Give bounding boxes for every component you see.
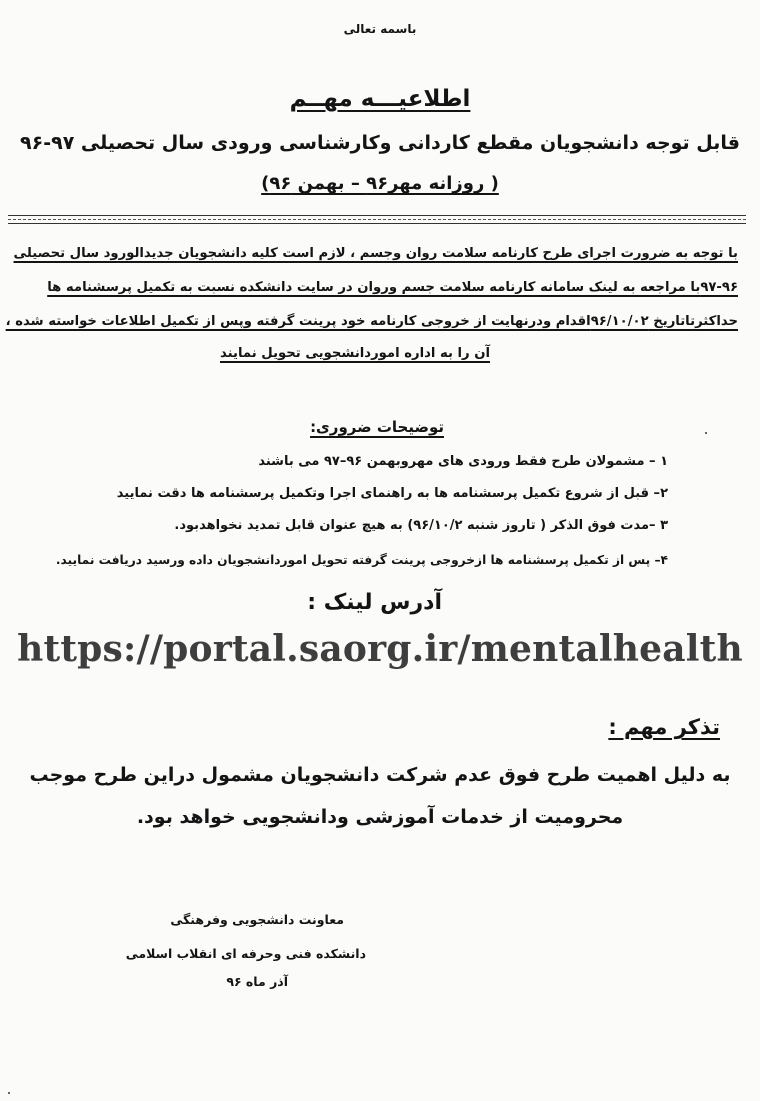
reminder-line-2: محرومیت از خدمات آموزشی ودانشجویی خواهد بود. (136, 806, 624, 828)
body-line-1: با توجه به ضرورت اجرای طرح کارنامه سلامت روان وجسم ، لازم است کلیه دانشجویان جدیدالورود سال تحصیلی (13, 246, 738, 261)
signature-college: دانشکده فنی وحرفه ای انقلاب اسلامی (125, 946, 366, 961)
note-item-3: ۳ –مدت فوق الذکر ( تاروز شنبه ۹۶/۱۰/۲) به هیچ عنوان قابل تمدید نخواهدبود. (174, 518, 668, 533)
reminder-title: تذکر مهم : (608, 715, 720, 739)
notice-period: ( روزانه مهر۹۶ – بهمن ۹۶) (261, 173, 499, 194)
divider-dots (8, 219, 746, 220)
signature-office: معاونت دانشجویی وفرهنگی (170, 912, 344, 927)
body-line-4: آن را به اداره اموردانشجویی تحویل نمایند (220, 346, 490, 361)
scan-speck (705, 432, 707, 434)
body-line-3: حداکثرتاتاریخ ۹۶/۱۰/۰۲اقدام ودرنهایت از خروجی کارنامه خود پرینت گرفته وپس از تکمیل اطلاعات خواسته شده ، (5, 314, 738, 329)
note-item-4: ۴– پس از تکمیل پرسشنامه ها ازخروجی پرینت گرفته تحویل اموردانشجویان داده ورسید دریافت نمایید. (55, 553, 668, 567)
signature-date: آذر ماه ۹۶ (226, 974, 288, 989)
reminder-line-1: به دلیل اهمیت طرح فوق عدم شرکت دانشجویان مشمول دراین طرح موجب (29, 764, 731, 786)
note-item-1: ۱ – مشمولان طرح فقط ورودی های مهروبهمن ۹۶–۹۷ می باشند (258, 454, 668, 469)
address-label: آدرس لینک : (307, 590, 442, 615)
basmala-heading: باسمه تعالی (343, 22, 417, 36)
body-line-2: ۹۷-۹۶با مراجعه به لینک سامانه کارنامه سلامت جسم وروان در سایت دانشکده نسبت به تکمیل پرسشنامه ها (47, 280, 738, 295)
note-item-2: ۲– قبل از شروع تکمیل پرسشنامه ها به راهنمای اجرا وتکمیل پرسشنامه ها دقت نمایید (116, 486, 668, 501)
notice-title: اطلاعیـــه مهــم (289, 86, 471, 112)
portal-link[interactable]: https://portal.saorg.ir/mentalhealth (17, 628, 743, 670)
scan-speck (8, 1092, 10, 1094)
notes-title: توضیحات ضروری: (310, 418, 444, 436)
notice-subtitle: قابل توجه دانشجویان مقطع کاردانی وکارشناسی ورودی سال تحصیلی ۹۷-۹۶ (20, 132, 740, 154)
